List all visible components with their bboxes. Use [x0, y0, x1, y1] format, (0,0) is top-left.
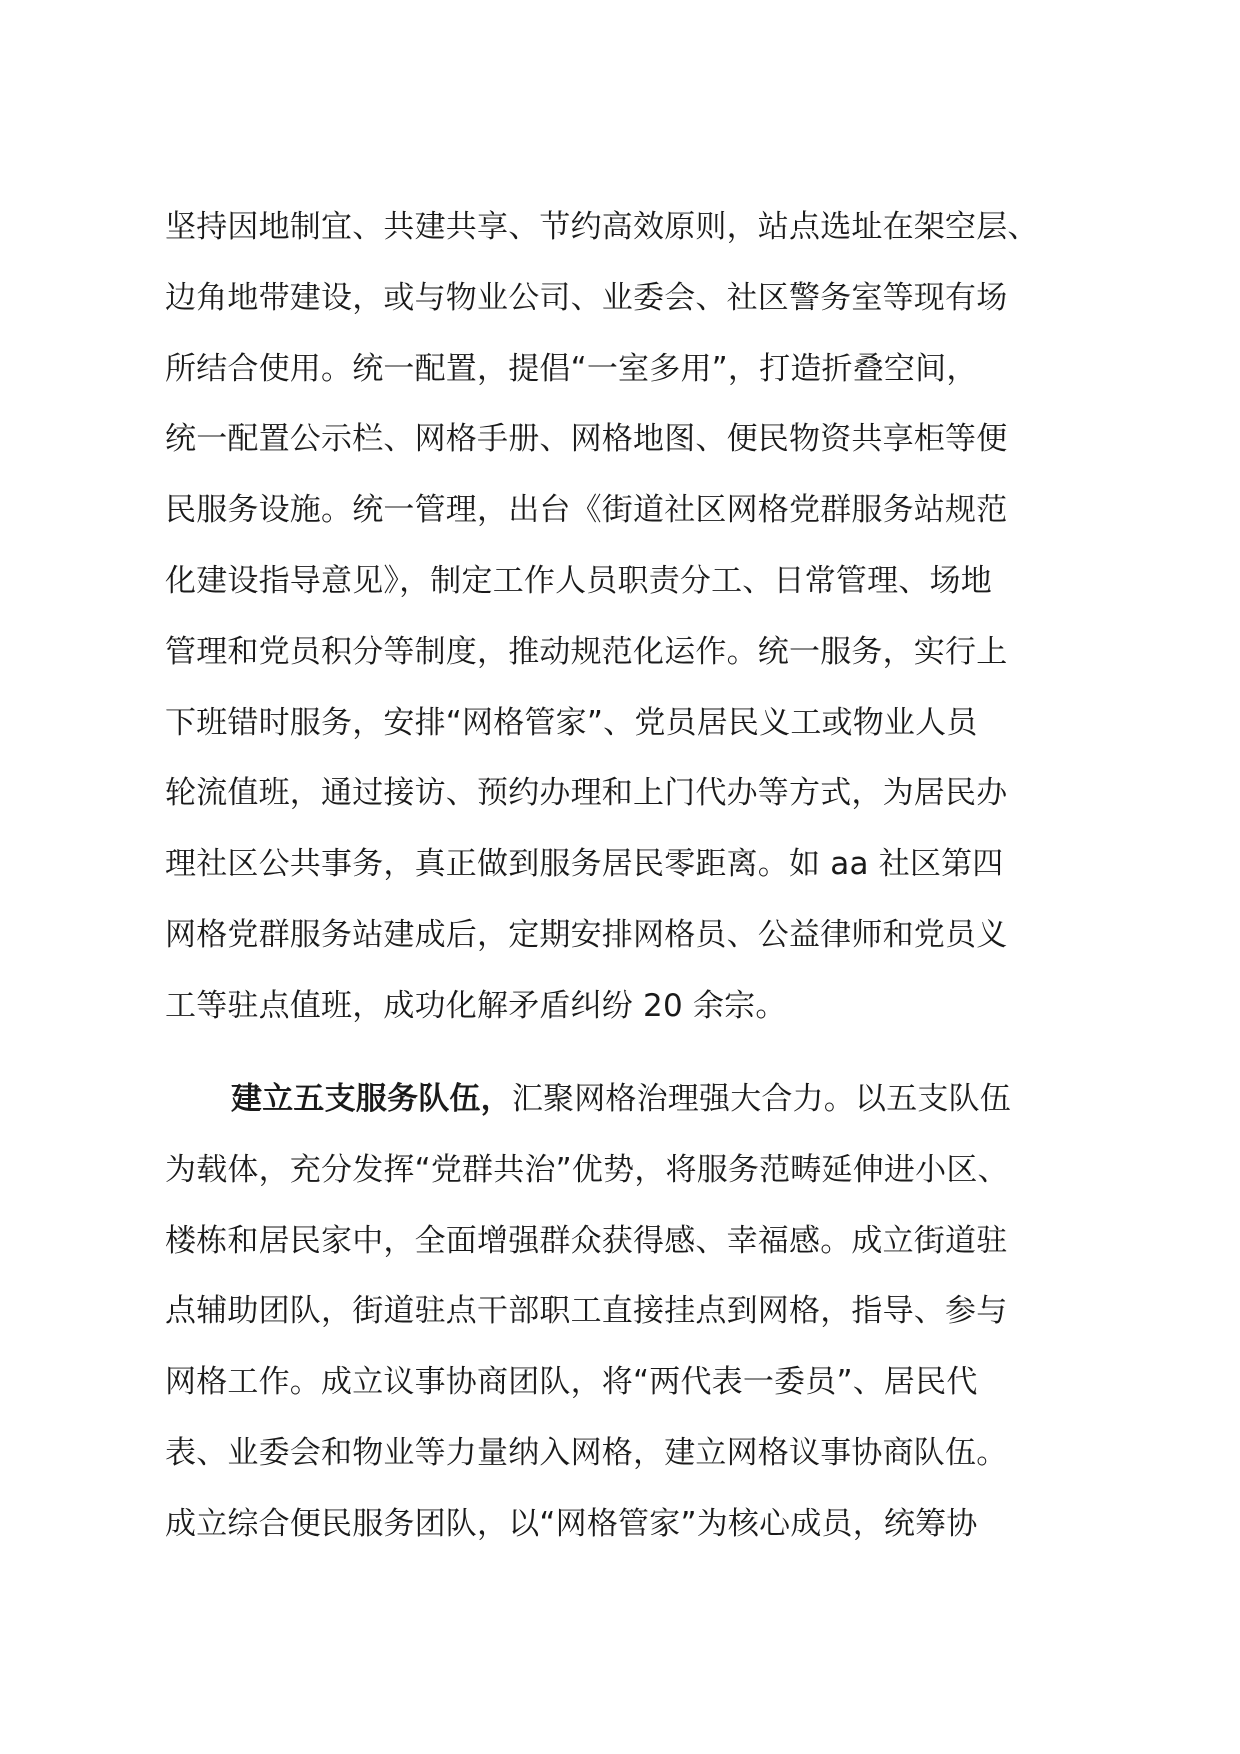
text-line: 成立综合便民服务团队，以“网格管家”为核心成员，统筹协 — [165, 1505, 978, 1542]
text-line-first — [165, 1064, 1125, 1135]
paragraph-grid-stations — [165, 192, 1125, 1042]
text-line: 所结合使用。统一配置，提倡“一室多用”，打造折叠空间， — [165, 350, 978, 387]
text-line: 为载体，充分发挥“党群共治”优势，将服务范畴延伸进小区、 — [165, 1151, 1009, 1188]
text-line: 理社区公共事务，真正做到服务居民零距离。如 aa 社区第四 — [165, 846, 1004, 883]
text-line: 化建设指导意见》，制定工作人员职责分工、日常管理、场地 — [165, 562, 992, 599]
text-line: 管理和党员积分等制度，推动规范化运作。统一服务，实行上 — [165, 633, 1008, 670]
text-line: 点辅助团队，街道驻点干部职工直接挂点到网格，指导、参与 — [165, 1293, 1008, 1330]
text-line: 网格党群服务站建成后，定期安排网格员、公益律师和党员义 — [165, 916, 1008, 953]
text-line: 网格工作。成立议事协商团队，将“两代表一委员”、居民代 — [165, 1364, 978, 1401]
text-line: 轮流值班，通过接访、预约办理和上门代办等方式，为居民办 — [165, 775, 1008, 812]
text-line: 下班错时服务，安排“网格管家”、党员居民义工或物业人员 — [165, 704, 978, 741]
text-line: 工等驻点值班，成功化解矛盾纠纷 20 余宗。 — [165, 987, 787, 1024]
paragraph-service-teams — [165, 1064, 1125, 1560]
text-line: 楼栋和居民家中，全面增强群众获得感、幸福感。成立街道驻 — [165, 1222, 1008, 1259]
text-line: 民服务设施。统一管理，出台《街道社区网格党群服务站规范 — [165, 492, 1008, 529]
text-line: 统一配置公示栏、网格手册、网格地图、便民物资共享柜等便 — [165, 421, 1008, 458]
text-line: 坚持因地制宜、共建共享、节约高效原则，站点选址在架空层、 — [165, 209, 1039, 245]
paragraph-lead-heading: 建立五支服务队伍， — [231, 1081, 512, 1117]
text-line-rest: 汇聚网格治理强大合力。以五支队伍 — [511, 1081, 1012, 1117]
text-line: 表、业委会和物业等力量纳入网格，建立网格议事协商队伍。 — [165, 1434, 1008, 1471]
text-line: 边角地带建设，或与物业公司、业委会、社区警务室等现有场 — [165, 279, 1008, 316]
